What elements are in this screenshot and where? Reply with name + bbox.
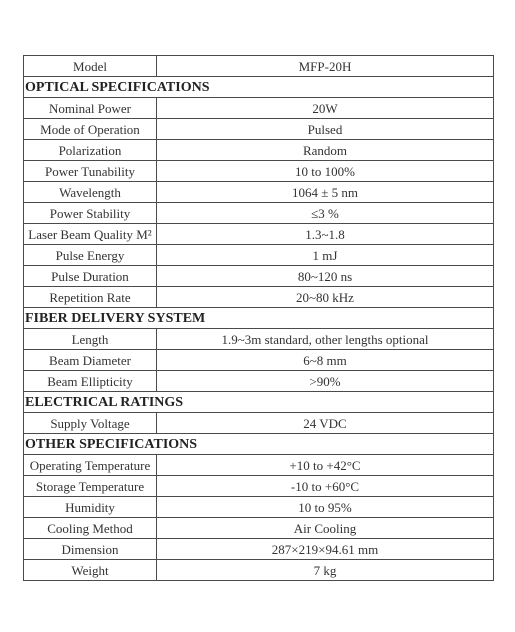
spec-row bbox=[24, 497, 494, 518]
spec-row bbox=[24, 224, 494, 245]
spec-value: Pulsed bbox=[157, 119, 494, 140]
spec-value: 80~120 ns bbox=[157, 266, 494, 287]
spec-row bbox=[24, 329, 494, 350]
section-header-row bbox=[24, 308, 494, 329]
spec-row bbox=[24, 161, 494, 182]
section-header-row bbox=[24, 77, 494, 98]
spec-row bbox=[24, 518, 494, 539]
spec-value: >90% bbox=[157, 371, 494, 392]
spec-row bbox=[24, 287, 494, 308]
spec-label: Beam Ellipticity bbox=[24, 371, 157, 392]
spec-value: +10 to +42°C bbox=[157, 455, 494, 476]
spec-label: Power Tunability bbox=[24, 161, 157, 182]
spec-label: Polarization bbox=[24, 140, 157, 161]
spec-value: Random bbox=[157, 140, 494, 161]
spec-value: -10 to +60°C bbox=[157, 476, 494, 497]
section-title: OPTICAL SPECIFICATIONS bbox=[24, 77, 494, 98]
spec-label: Nominal Power bbox=[24, 98, 157, 119]
spec-row bbox=[24, 350, 494, 371]
spec-row bbox=[24, 245, 494, 266]
spec-row bbox=[24, 560, 494, 581]
spec-value: ≤3 % bbox=[157, 203, 494, 224]
spec-label: Pulse Duration bbox=[24, 266, 157, 287]
spec-value: 1.9~3m standard, other lengths optional bbox=[157, 329, 494, 350]
spec-label: Storage Temperature bbox=[24, 476, 157, 497]
spec-row bbox=[24, 455, 494, 476]
spec-value: 1064 ± 5 nm bbox=[157, 182, 494, 203]
spec-label: Pulse Energy bbox=[24, 245, 157, 266]
section-title: OTHER SPECIFICATIONS bbox=[24, 434, 494, 455]
spec-label: Wavelength bbox=[24, 182, 157, 203]
spec-label: Weight bbox=[24, 560, 157, 581]
spec-value: 7 kg bbox=[157, 560, 494, 581]
spec-row bbox=[24, 539, 494, 560]
header-row bbox=[24, 56, 494, 77]
spec-value: 287×219×94.61 mm bbox=[157, 539, 494, 560]
spec-row bbox=[24, 266, 494, 287]
spec-value: 10 to 100% bbox=[157, 161, 494, 182]
spec-row bbox=[24, 371, 494, 392]
section-header-row bbox=[24, 434, 494, 455]
spec-label: Operating Temperature bbox=[24, 455, 157, 476]
spec-label: Humidity bbox=[24, 497, 157, 518]
spec-label: Cooling Method bbox=[24, 518, 157, 539]
spec-label: Supply Voltage bbox=[24, 413, 157, 434]
section-title: ELECTRICAL RATINGS bbox=[24, 392, 494, 413]
spec-row bbox=[24, 203, 494, 224]
spec-row bbox=[24, 119, 494, 140]
spec-row bbox=[24, 140, 494, 161]
model-value: MFP-20H bbox=[157, 56, 494, 77]
model-label: Model bbox=[24, 56, 157, 77]
spec-value: 6~8 mm bbox=[157, 350, 494, 371]
spec-table bbox=[23, 55, 494, 581]
spec-table-body bbox=[24, 56, 494, 581]
spec-value: 24 VDC bbox=[157, 413, 494, 434]
spec-value: 20~80 kHz bbox=[157, 287, 494, 308]
spec-row bbox=[24, 476, 494, 497]
section-title: FIBER DELIVERY SYSTEM bbox=[24, 308, 494, 329]
section-header-row bbox=[24, 392, 494, 413]
spec-label: Dimension bbox=[24, 539, 157, 560]
spec-value: Air Cooling bbox=[157, 518, 494, 539]
spec-label: Power Stability bbox=[24, 203, 157, 224]
spec-row bbox=[24, 413, 494, 434]
spec-label: Laser Beam Quality M² bbox=[24, 224, 157, 245]
spec-row bbox=[24, 98, 494, 119]
spec-label: Mode of Operation bbox=[24, 119, 157, 140]
spec-label: Repetition Rate bbox=[24, 287, 157, 308]
spec-label: Length bbox=[24, 329, 157, 350]
spec-value: 10 to 95% bbox=[157, 497, 494, 518]
spec-row bbox=[24, 182, 494, 203]
spec-label: Beam Diameter bbox=[24, 350, 157, 371]
spec-value: 1.3~1.8 bbox=[157, 224, 494, 245]
spec-value: 20W bbox=[157, 98, 494, 119]
spec-value: 1 mJ bbox=[157, 245, 494, 266]
